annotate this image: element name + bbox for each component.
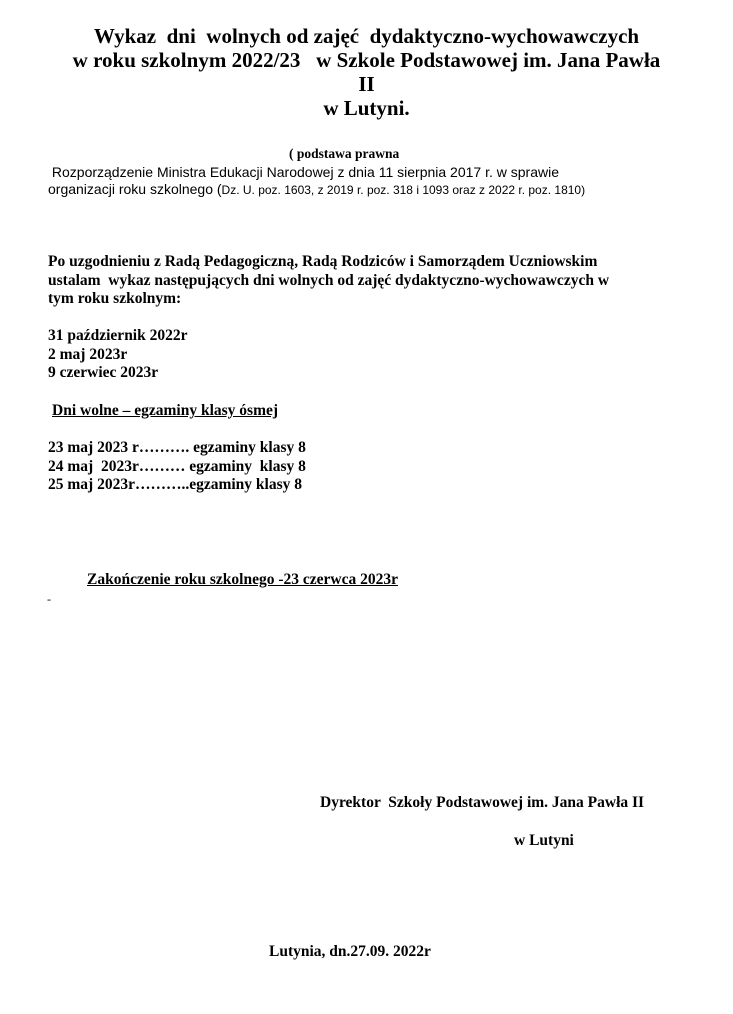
stray-mark: - — [47, 592, 51, 606]
exam-day-1: 23 maj 2023 r………. egzaminy klasy 8 — [48, 439, 306, 456]
place-date: Lutynia, dn.27.09. 2022r — [269, 943, 431, 960]
signature-line-2: w Lutyni — [514, 832, 574, 849]
exam-day-3: 25 maj 2023r………..egzaminy klasy 8 — [48, 476, 303, 493]
exam-heading: Dni wolne – egzaminy klasy ósmej — [52, 402, 279, 419]
title-line-1: Wykaz dni wolnych od zajęć dydaktyczno-wychowawczych — [93, 24, 640, 48]
legal-basis-heading: ( podstawa prawna — [289, 146, 400, 161]
legal-basis-line-2 — [48, 181, 585, 197]
legal-basis-line-1: Rozporządzenie Ministra Edukacji Narodowej z dnia 11 sierpnia 2017 r. w sprawie — [48, 164, 559, 180]
title-line-3: II — [358, 72, 375, 96]
title-line-4: w Lutyni. — [323, 96, 410, 120]
intro-line-2: ustalam wykaz następujących dni wolnych od zajęć dydaktyczno-wychowawczych w — [48, 272, 610, 289]
free-day-2: 2 maj 2023r — [48, 346, 128, 363]
legal-basis-line-2-main: organizacji roku szkolnego ( — [48, 181, 222, 197]
exam-day-2: 24 maj 2023r……… egzaminy klasy 8 — [48, 458, 306, 475]
end-of-year: Zakończenie roku szkolnego -23 czerwca 2023r — [87, 571, 398, 588]
intro-line-1: Po uzgodnieniu z Radą Pedagogiczną, Radą Rodziców i Samorządem Uczniowskim — [48, 253, 598, 270]
intro-line-3: tym roku szkolnym: — [48, 290, 182, 307]
title-line-2: w roku szkolnym 2022/23 w Szkole Podstawowej im. Jana Pawła — [72, 48, 661, 72]
free-day-1: 31 październik 2022r — [48, 327, 188, 344]
signature-line-1: Dyrektor Szkoły Podstawowej im. Jana Pawła II — [320, 794, 645, 811]
legal-basis-line-2-citation: Dz. U. poz. 1603, z 2019 r. poz. 318 i 1093 oraz z 2022 r. poz. 1810) — [221, 183, 586, 197]
free-day-3: 9 czerwiec 2023r — [48, 364, 159, 381]
